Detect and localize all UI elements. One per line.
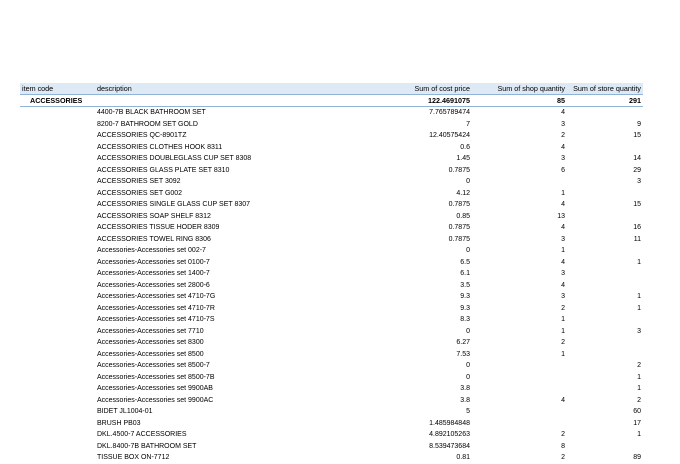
cost-price-cell: 8.539473684 xyxy=(429,442,470,450)
store-quantity-cell xyxy=(567,314,643,326)
header-row xyxy=(20,83,643,95)
description-cell: ACCESSORIES SET 3092 xyxy=(97,178,181,185)
store-quantity-cell: 2 xyxy=(637,396,641,404)
table-row[interactable] xyxy=(20,165,643,177)
description-cell: Accessories-Accessories set 4710-7R xyxy=(97,304,215,312)
description-cell: BIDET JL1004-01 xyxy=(97,408,153,415)
table-row[interactable] xyxy=(20,176,643,188)
store-quantity-cell xyxy=(567,142,643,154)
shop-quantity-cell: 1 xyxy=(561,350,565,358)
item-code-cell xyxy=(20,291,97,303)
item-code-cell xyxy=(20,268,97,280)
shop-quantity-cell xyxy=(472,383,567,395)
item-code-cell xyxy=(20,153,97,165)
header-item-code[interactable]: item code xyxy=(22,84,54,93)
shop-quantity-cell: 3 xyxy=(561,270,565,277)
store-quantity-cell xyxy=(567,211,643,223)
cost-price-cell: 4.12 xyxy=(456,189,470,197)
shop-quantity-cell: 2 xyxy=(561,454,565,461)
shop-quantity-cell: 8 xyxy=(561,442,565,450)
item-code-cell xyxy=(20,418,97,430)
item-code-cell xyxy=(20,188,97,200)
shop-quantity-cell: 4 xyxy=(561,143,565,151)
item-code-cell xyxy=(20,337,97,349)
shop-quantity-cell: 4 xyxy=(561,201,565,208)
item-code-cell xyxy=(20,222,97,234)
cost-price-cell: 3.8 xyxy=(460,385,470,392)
item-code-cell xyxy=(20,142,97,154)
shop-quantity-cell: 1 xyxy=(561,316,565,323)
table-row[interactable] xyxy=(20,406,643,418)
description-cell: Accessories-Accessories set 002-7 xyxy=(97,247,206,254)
shop-quantity-cell: 1 xyxy=(561,327,565,335)
table-row[interactable] xyxy=(20,314,643,326)
cost-price-cell: 0.7875 xyxy=(448,166,470,174)
cost-price-cell: 7 xyxy=(466,120,470,128)
table-row[interactable] xyxy=(20,199,643,211)
table-row[interactable] xyxy=(20,268,643,280)
cost-price-cell: 1.45 xyxy=(456,155,470,162)
store-quantity-cell: 2 xyxy=(637,362,641,369)
cost-price-cell: 0 xyxy=(466,327,470,335)
description-cell: DKL.8400-7B BATHROOM SET xyxy=(97,442,197,450)
shop-quantity-cell: 4 xyxy=(561,258,565,266)
store-quantity-cell: 29 xyxy=(633,166,641,174)
shop-quantity-cell xyxy=(472,418,567,430)
shop-quantity-cell xyxy=(472,176,567,188)
store-quantity-cell: 1 xyxy=(637,373,641,381)
description-cell: Accessories-Accessories set 0100-7 xyxy=(97,258,210,266)
store-quantity-cell: 1 xyxy=(637,304,641,312)
item-code-cell xyxy=(20,314,97,326)
shop-quantity-cell xyxy=(472,372,567,384)
table-row[interactable] xyxy=(20,211,643,223)
table-body xyxy=(20,107,643,464)
group-description xyxy=(97,95,275,106)
header-cost-price[interactable]: Sum of cost price xyxy=(414,84,470,93)
shop-quantity-cell: 2 xyxy=(561,304,565,312)
shop-quantity-cell xyxy=(472,406,567,418)
store-quantity-cell: 15 xyxy=(633,201,641,208)
cost-price-cell: 0.7875 xyxy=(448,201,470,208)
table-row[interactable] xyxy=(20,153,643,165)
description-cell: 8200-7 BATHROOM SET GOLD xyxy=(97,120,198,128)
cost-price-cell: 6.5 xyxy=(460,258,470,266)
cost-price-cell: 3.8 xyxy=(460,396,470,404)
table-row[interactable] xyxy=(20,429,643,441)
shop-quantity-cell: 1 xyxy=(561,247,565,254)
item-code-cell xyxy=(20,372,97,384)
table-row[interactable] xyxy=(20,234,643,246)
store-quantity-cell: 3 xyxy=(637,327,641,335)
item-code-cell xyxy=(20,107,97,119)
description-cell: DKL.4500-7 ACCESSORIES xyxy=(97,431,187,438)
cost-price-cell: 4.892105263 xyxy=(429,431,470,438)
shop-quantity-cell: 3 xyxy=(561,293,565,300)
shop-quantity-cell: 3 xyxy=(561,120,565,128)
store-quantity-cell xyxy=(567,280,643,292)
description-cell: Accessories-Accessories set 2800-6 xyxy=(97,281,210,289)
store-quantity-cell: 9 xyxy=(637,120,641,128)
store-quantity-cell xyxy=(567,441,643,453)
description-cell: Accessories-Accessories set 4710-7G xyxy=(97,293,216,300)
description-cell: ACCESSORIES TOWEL RING 8306 xyxy=(97,235,211,243)
table-row[interactable] xyxy=(20,245,643,257)
cost-price-cell: 0.81 xyxy=(456,454,470,461)
cost-price-cell: 0.6 xyxy=(460,143,470,151)
description-cell: ACCESSORIES SET G002 xyxy=(97,189,183,197)
shop-quantity-cell: 1 xyxy=(561,189,565,197)
item-code-cell xyxy=(20,360,97,372)
table-row[interactable] xyxy=(20,107,643,119)
description-cell: Accessories-Accessories set 8500 xyxy=(97,350,204,358)
header-shop-quantity[interactable]: Sum of shop quantity xyxy=(497,84,565,93)
item-code-cell xyxy=(20,165,97,177)
description-cell: TISSUE BOX ON-7712 xyxy=(97,454,170,461)
item-code-cell xyxy=(20,130,97,142)
cost-price-cell: 7.765789474 xyxy=(429,109,470,116)
store-quantity-cell xyxy=(567,107,643,119)
group-name: ACCESSORIES xyxy=(30,96,83,105)
item-code-cell xyxy=(20,176,97,188)
cost-price-cell: 0 xyxy=(466,362,470,369)
description-cell: ACCESSORIES SINGLE GLASS CUP SET 8307 xyxy=(97,201,251,208)
description-cell: Accessories-Accessories set 8500-7B xyxy=(97,373,215,381)
shop-quantity-cell: 2 xyxy=(561,132,565,139)
table-row[interactable] xyxy=(20,222,643,234)
group-shop-total: 85 xyxy=(557,96,565,105)
description-cell: ACCESSORIES SOAP SHELF 8312 xyxy=(97,212,211,220)
table-row[interactable] xyxy=(20,383,643,395)
shop-quantity-cell: 3 xyxy=(561,155,565,162)
table-row[interactable] xyxy=(20,188,643,200)
item-code-cell xyxy=(20,406,97,418)
table-row[interactable] xyxy=(20,257,643,269)
table-row[interactable] xyxy=(20,291,643,303)
store-quantity-cell xyxy=(567,188,643,200)
table-row[interactable] xyxy=(20,372,643,384)
item-code-cell xyxy=(20,199,97,211)
store-quantity-cell: 16 xyxy=(633,224,641,231)
item-code-cell xyxy=(20,349,97,361)
cost-price-cell: 9.3 xyxy=(460,293,470,300)
table-row[interactable] xyxy=(20,395,643,407)
cost-price-cell: 7.53 xyxy=(456,350,470,358)
pivot-table xyxy=(20,83,643,464)
store-quantity-cell: 14 xyxy=(633,155,641,162)
description-cell: Accessories-Accessories set 4710-7S xyxy=(97,316,215,323)
item-code-cell xyxy=(20,119,97,131)
store-quantity-cell: 15 xyxy=(633,132,641,139)
cost-price-cell: 9.3 xyxy=(460,304,470,312)
cost-price-cell: 5 xyxy=(466,408,470,415)
description-cell: 4400-7B BLACK BATHROOM SET xyxy=(97,109,206,116)
table-row[interactable] xyxy=(20,119,643,131)
table-row[interactable] xyxy=(20,280,643,292)
shop-quantity-cell: 2 xyxy=(561,431,565,438)
table-row[interactable] xyxy=(20,337,643,349)
item-code-cell xyxy=(20,326,97,338)
cost-price-cell: 1.485984848 xyxy=(429,419,470,427)
table-row[interactable] xyxy=(20,130,643,142)
cost-price-cell: 3.5 xyxy=(460,281,470,289)
table-row[interactable] xyxy=(20,360,643,372)
item-code-cell xyxy=(20,441,97,453)
group-store-total: 291 xyxy=(629,96,641,105)
description-cell: ACCESSORIES TISSUE HODER 8309 xyxy=(97,224,220,231)
description-cell: Accessories-Accessories set 8300 xyxy=(97,339,204,346)
cost-price-cell: 8.3 xyxy=(460,316,470,323)
store-quantity-cell: 1 xyxy=(637,293,641,300)
shop-quantity-cell: 4 xyxy=(561,109,565,116)
description-cell: Accessories-Accessories set 7710 xyxy=(97,327,204,335)
description-cell: BRUSH PB03 xyxy=(97,419,141,427)
item-code-cell xyxy=(20,429,97,441)
store-quantity-cell: 17 xyxy=(633,419,641,427)
description-cell: ACCESSORIES CLOTHES HOOK 8311 xyxy=(97,143,223,151)
store-quantity-cell: 3 xyxy=(637,178,641,185)
store-quantity-cell: 89 xyxy=(633,454,641,461)
shop-quantity-cell: 3 xyxy=(561,235,565,243)
shop-quantity-cell: 4 xyxy=(561,281,565,289)
item-code-cell xyxy=(20,280,97,292)
description-cell: ACCESSORIES GLASS PLATE SET 8310 xyxy=(97,166,230,174)
store-quantity-cell: 11 xyxy=(633,235,641,243)
description-cell: Accessories-Accessories set 1400-7 xyxy=(97,270,210,277)
cost-price-cell: 6.27 xyxy=(456,339,470,346)
table-row[interactable] xyxy=(20,452,643,464)
item-code-cell xyxy=(20,257,97,269)
group-cost-total: 122.4691075 xyxy=(428,96,470,105)
shop-quantity-cell: 4 xyxy=(561,396,565,404)
shop-quantity-cell: 2 xyxy=(561,339,565,346)
description-cell: ACCESSORIES DOUBLEGLASS CUP SET 8308 xyxy=(97,155,252,162)
item-code-cell xyxy=(20,395,97,407)
item-code-cell xyxy=(20,452,97,464)
store-quantity-cell xyxy=(567,349,643,361)
cost-price-cell: 0 xyxy=(466,247,470,254)
item-code-cell xyxy=(20,303,97,315)
table-row[interactable] xyxy=(20,418,643,430)
group-total-row[interactable] xyxy=(20,95,643,107)
shop-quantity-cell xyxy=(472,360,567,372)
store-quantity-cell: 1 xyxy=(637,385,641,392)
table-row[interactable] xyxy=(20,326,643,338)
description-cell: Accessories-Accessories set 9900AC xyxy=(97,396,214,404)
header-store-quantity[interactable]: Sum of store quantity xyxy=(573,84,641,93)
store-quantity-cell: 1 xyxy=(637,431,641,438)
store-quantity-cell: 60 xyxy=(633,408,641,415)
cost-price-cell: 0.85 xyxy=(456,212,470,220)
store-quantity-cell xyxy=(567,337,643,349)
item-code-cell xyxy=(20,383,97,395)
store-quantity-cell xyxy=(567,245,643,257)
item-code-cell xyxy=(20,211,97,223)
shop-quantity-cell: 6 xyxy=(561,166,565,174)
table-row[interactable] xyxy=(20,303,643,315)
cost-price-cell: 0.7875 xyxy=(448,224,470,231)
cost-price-cell: 0 xyxy=(466,178,470,185)
header-description[interactable]: description xyxy=(97,84,132,93)
table-row[interactable] xyxy=(20,142,643,154)
table-row[interactable] xyxy=(20,441,643,453)
cost-price-cell: 0.7875 xyxy=(448,235,470,243)
store-quantity-cell xyxy=(567,268,643,280)
shop-quantity-cell: 4 xyxy=(561,224,565,231)
description-cell: Accessories-Accessories set 8500-7 xyxy=(97,362,210,369)
shop-quantity-cell: 13 xyxy=(557,212,565,220)
table-row[interactable] xyxy=(20,349,643,361)
description-cell: Accessories-Accessories set 9900AB xyxy=(97,385,213,392)
item-code-cell xyxy=(20,245,97,257)
store-quantity-cell: 1 xyxy=(637,258,641,266)
cost-price-cell: 6.1 xyxy=(460,270,470,277)
item-code-cell xyxy=(20,234,97,246)
description-cell: ACCESSORIES QC-8901TZ xyxy=(97,132,187,139)
cost-price-cell: 12.40575424 xyxy=(429,132,470,139)
cost-price-cell: 0 xyxy=(466,373,470,381)
